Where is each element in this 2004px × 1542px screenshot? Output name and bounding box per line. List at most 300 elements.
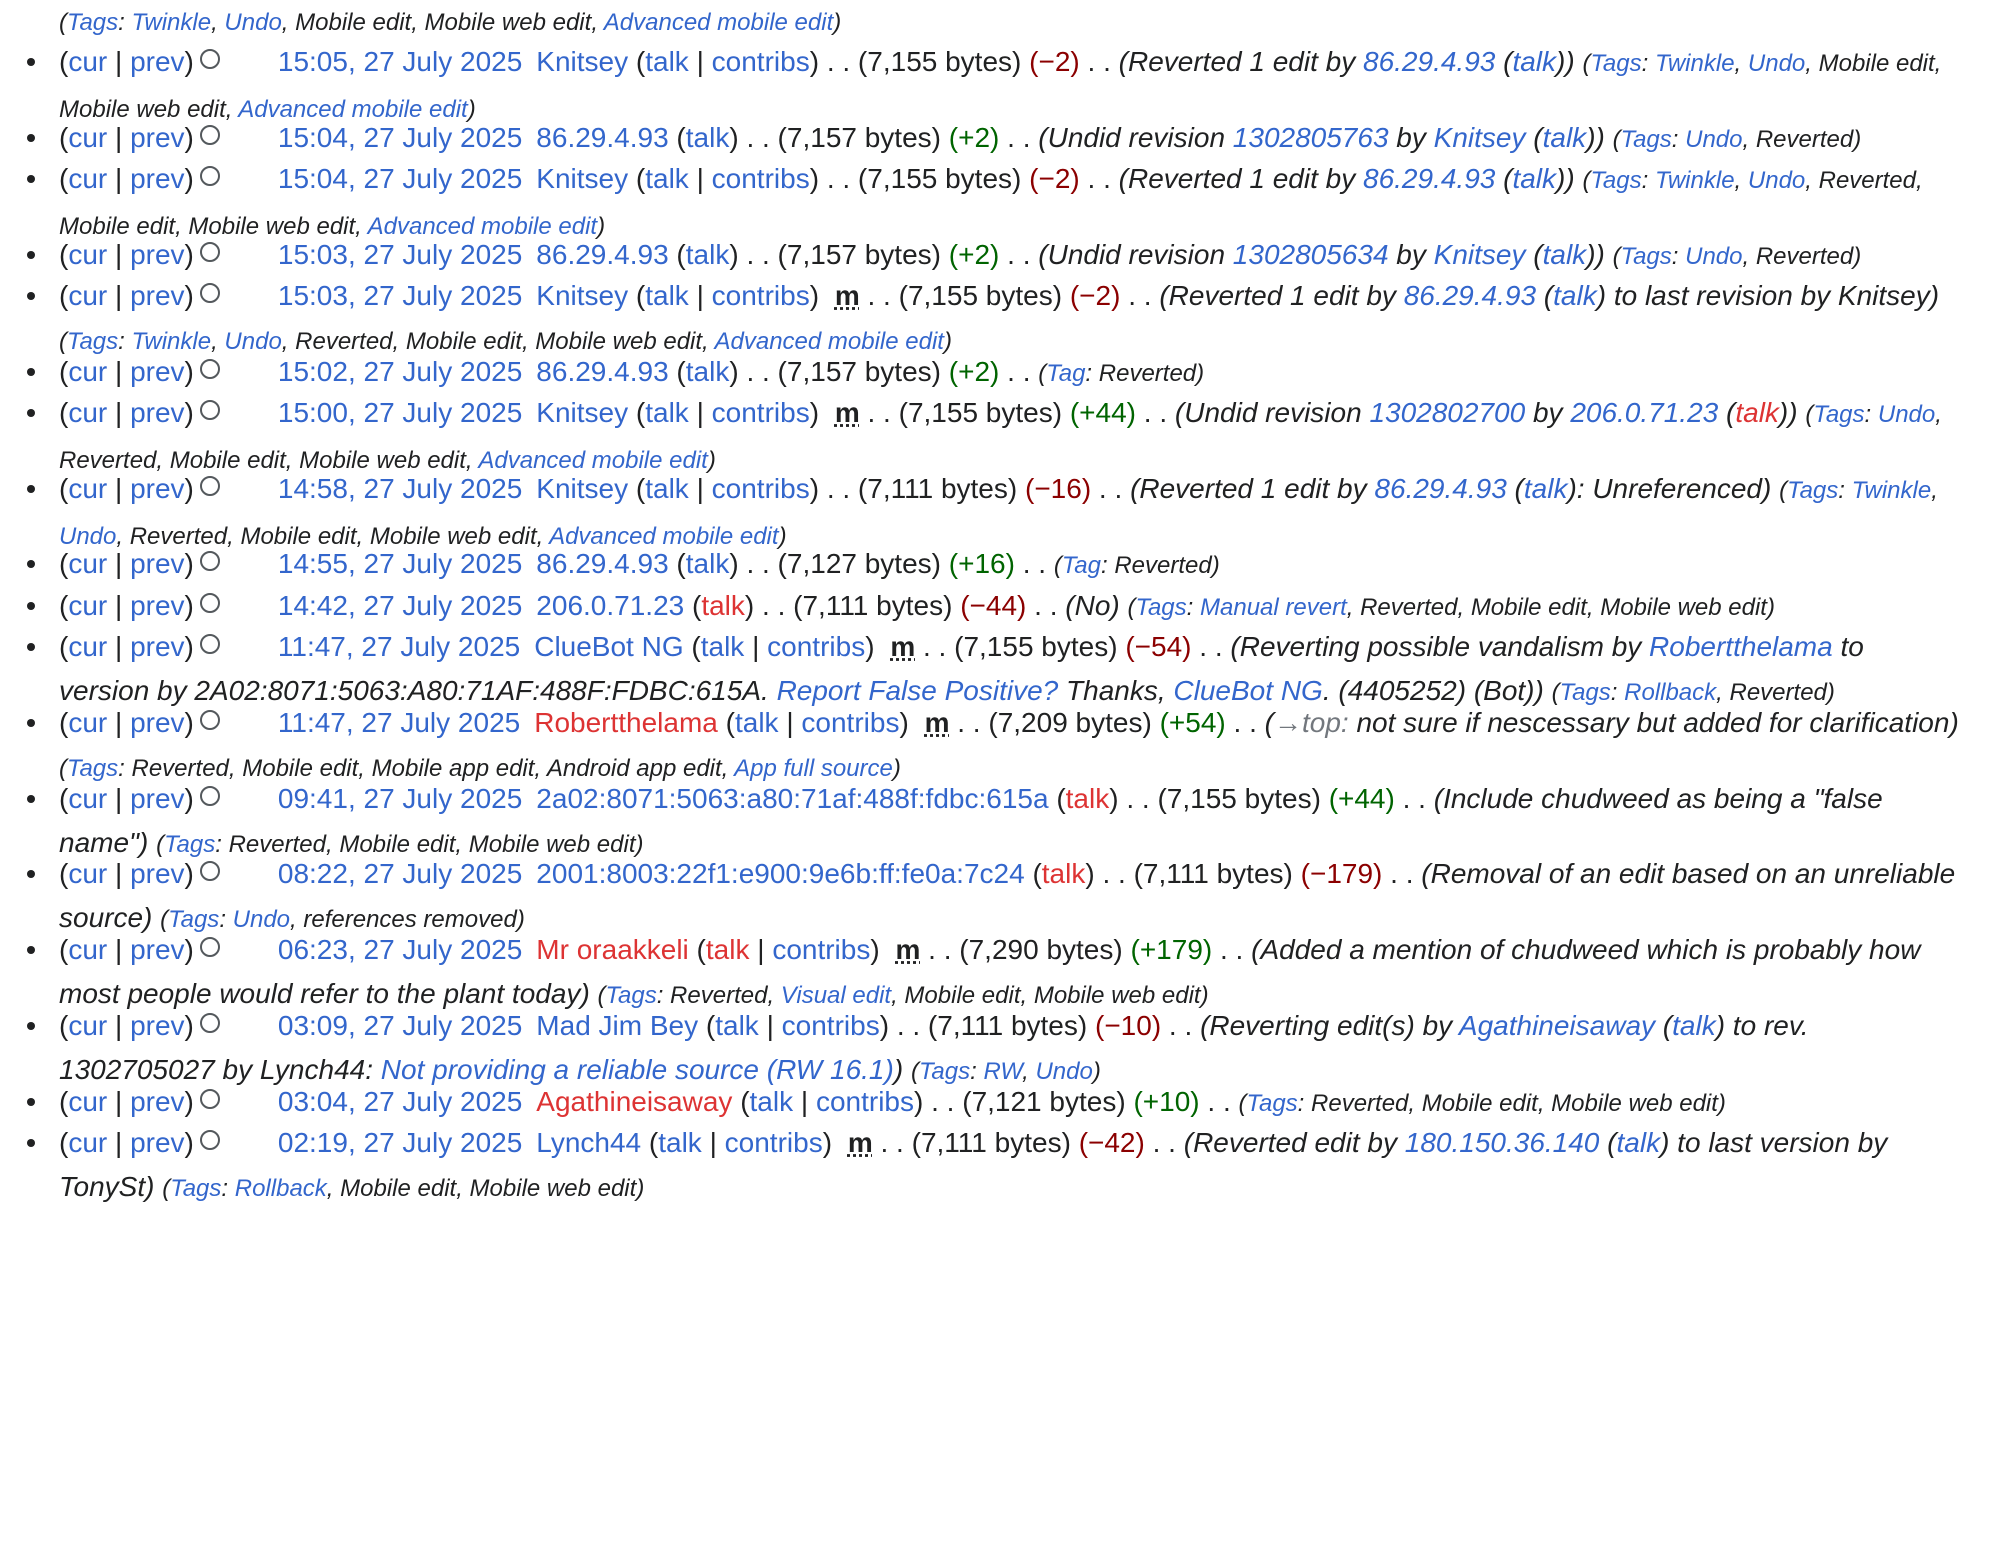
separator: | [688,46,712,77]
tag-link[interactable]: Advanced mobile edit [238,96,468,123]
user-talk-link[interactable]: talk [700,631,745,662]
summary-link[interactable]: 86.29.4.93 [1374,473,1507,504]
separator: | [688,397,712,428]
revision-timestamp[interactable]: 11:47, 27 July 2025 [277,631,521,662]
user-contribs-link[interactable]: contribs [767,631,866,662]
user-contribs-link[interactable]: contribs [781,1010,880,1041]
tag-text: Mobile edit [1818,50,1935,77]
compare-radio[interactable] [200,166,220,186]
summary-link[interactable]: 206.0.71.23 [1570,397,1719,428]
compare-radio[interactable] [200,1089,220,1109]
cur-link[interactable]: cur [68,1086,108,1117]
size-diff: (−54) [1125,631,1192,662]
user-link[interactable]: 86.29.4.93 [536,239,669,270]
tag-text: Reverted [670,982,768,1009]
separator: | [793,1086,816,1117]
tag-link[interactable]: Undo [1035,1058,1093,1085]
cur-link[interactable]: cur [68,590,108,621]
revision-timestamp[interactable]: 15:03, 27 July 2025 [277,280,523,311]
tag-link[interactable]: Undo [224,9,282,36]
prev-link[interactable]: prev [130,1010,185,1041]
cur-link[interactable]: cur [68,163,108,194]
prev-link[interactable]: prev [130,397,185,428]
tag-text: Mobile web edit [469,1175,637,1202]
summary-text: ) [1556,163,1566,194]
tag-link[interactable]: Advanced mobile edit [549,523,779,550]
compare-radio[interactable] [200,861,220,881]
minor-edit-marker: m [924,707,950,738]
cur-link[interactable]: cur [68,46,108,77]
revision-timestamp[interactable]: 09:41, 27 July 2025 [277,783,523,814]
user-talk-link[interactable]: talk [1041,858,1086,889]
tag-text: Mobile app edit [371,755,535,782]
minor-edit-marker: m [834,280,860,311]
summary-link[interactable]: 86.29.4.93 [1363,46,1496,77]
separator: | [107,1086,131,1117]
revision-tags: (Tag: Reverted) [1038,360,1205,387]
user-link[interactable]: Knitsey [536,473,629,504]
revision-tags: (Tags: Undo, Reverted) [1612,243,1862,270]
user-link[interactable]: 2001:8003:22f1:e900:9e6b:ff:fe0a:7c24 [536,858,1025,889]
summary-link[interactable]: Knitsey [1433,239,1526,270]
byte-size: 7,290 bytes [968,934,1114,965]
user-talk-link[interactable]: talk [685,239,730,270]
tags-link[interactable]: Tags [168,906,220,933]
revision-tags: (Tags: Undo, references removed) [160,906,525,933]
summary-text: Undid revision [1184,397,1370,428]
summary-text: ): Unreferenced [1567,473,1762,504]
revision-row: (cur | prev) 02:19, 27 July 2025 Lynch44 (talk | contribs) m . . (7,111 bytes) (−42) . . (Reverted edit by 180.150.36.140 (talk) to last version by TonySt) (Tags: Rollback, Mobile edit, Mobile web edit) [59,1121,1959,1211]
tag-link[interactable]: Manual revert [1200,594,1347,621]
revision-timestamp[interactable]: 15:05, 27 July 2025 [277,46,523,77]
prev-link[interactable]: prev [130,934,185,965]
revision-timestamp[interactable]: 14:42, 27 July 2025 [277,590,523,621]
summary-link[interactable]: 1302802700 [1369,397,1526,428]
tag-text: Mobile edit [904,982,1021,1009]
summary-link[interactable]: talk [1523,473,1568,504]
summary-text: ) to last version by TonySt [59,1127,1888,1202]
byte-size: 7,155 bytes [963,631,1109,662]
tags-link[interactable]: Tags [1590,167,1642,194]
separator: | [107,239,131,270]
user-contribs-link[interactable]: contribs [801,707,900,738]
summary-link[interactable]: talk [1542,122,1587,153]
revision-row: (cur | prev) 11:47, 27 July 2025 ClueBot NG (talk | contribs) m . . (7,155 bytes) (−54) . . (Reverting possible vandalism by Robertthelama to version by 2A02:8071:5063:A80:71AF:488F:FDBC:615A. Report False Positive? Thanks, ClueBot NG. (4405252) (Bot)) (Tags: Rollback, Reverted) [59,625,1959,715]
tags-link[interactable]: Tags [1620,243,1672,270]
user-link[interactable]: 2a02:8071:5063:a80:71af:488f:fdbc:615a [536,783,1049,814]
user-contribs-link[interactable]: contribs [711,163,810,194]
cur-link[interactable]: cur [68,356,108,387]
compare-radio[interactable] [200,400,220,420]
separator: | [688,473,712,504]
size-diff: (+44) [1069,397,1136,428]
revision-tags: (Tags: Reverted, Mobile edit, Mobile app edit, Android app edit, App full source) [59,755,901,782]
prev-link[interactable]: prev [130,122,185,153]
prev-link[interactable]: prev [130,356,185,387]
user-link[interactable]: 86.29.4.93 [536,356,669,387]
tags-link[interactable]: Tags [1246,1090,1298,1117]
byte-size: 7,111 bytes [1142,858,1284,889]
edit-summary: (Reverted edit by 180.150.36.140 (talk) to last version by TonySt) [59,1127,1888,1202]
revision-row: (cur | prev) 15:03, 27 July 2025 Knitsey (talk | contribs) m . . (7,155 bytes) (−2) . . (Reverted 1 edit by 86.29.4.93 (talk) to last revision by Knitsey) (Tags: Twinkle, Undo, Reverted, Mobile edit, Mobile web edit, Advanced mobile edit) [59,274,1959,364]
edit-summary: (Reverted 1 edit by 86.29.4.93 (talk)) [1118,46,1575,77]
revision-timestamp[interactable]: 15:04, 27 July 2025 [277,163,523,194]
user-contribs-link[interactable]: contribs [711,280,810,311]
byte-size: 7,111 bytes [867,473,1008,504]
tag-link[interactable]: Rollback [1624,679,1717,706]
tag-text: Reverted [1098,360,1197,387]
tag-text: references removed [303,906,517,933]
size-diff: (−2) [1029,163,1080,194]
edit-summary: (No) [1065,590,1120,621]
tag-link[interactable]: Undo [59,523,117,550]
user-link[interactable]: 206.0.71.23 [536,590,685,621]
revision-tags: (Tags: Twinkle, Undo, Reverted, Mobile edit, Mobile web edit, Advanced mobile edit) [59,477,1938,550]
edit-summary: (Reverting edit(s) by Agathineisaway (talk) to rev. 1302705027 by Lynch44: Not providing a reliable source (RW 16.1)) [59,1010,1809,1085]
summary-text: by [1525,397,1571,428]
tags-link[interactable]: Tags [164,831,216,858]
tags-link[interactable]: Tags [1620,126,1672,153]
tag-link[interactable]: Undo [232,906,291,933]
prev-link[interactable]: prev [130,590,185,621]
tags-link[interactable]: Tags [1813,401,1865,428]
revision-timestamp[interactable]: 06:23, 27 July 2025 [277,934,523,965]
section-link[interactable]: → [1273,707,1302,738]
compare-radio[interactable] [200,634,220,654]
summary-link[interactable]: talk [1735,397,1779,428]
tags-link[interactable]: Tags [605,982,657,1009]
cur-link[interactable]: cur [68,280,108,311]
revision-timestamp[interactable]: 11:47, 27 July 2025 [277,707,521,738]
cur-link[interactable]: cur [68,1010,108,1041]
separator: | [107,397,131,428]
user-contribs-link[interactable]: contribs [772,934,871,965]
user-link[interactable]: Knitsey [536,163,629,194]
user-talk-link[interactable]: talk [658,1127,702,1158]
cur-link[interactable]: cur [68,858,108,889]
user-talk-link[interactable]: talk [1065,783,1110,814]
summary-text: ) to rev. 1302705027 by Lynch44: [59,1010,1809,1085]
summary-text: ( [1506,473,1524,504]
separator: | [688,280,712,311]
separator: | [778,707,802,738]
revision-tags: (Tags: Twinkle, Undo, Reverted, Mobile edit, Mobile web edit, Advanced mobile edit) [59,167,1923,240]
compare-radio[interactable] [200,476,220,496]
tag-link[interactable]: Undo [1685,126,1743,153]
user-link[interactable]: Mr oraakkeli [536,934,689,965]
summary-text: ( [1525,122,1543,153]
user-talk-link[interactable]: talk [685,122,730,153]
summary-link[interactable]: talk [1616,1127,1661,1158]
tag-link[interactable]: Advanced mobile edit [478,447,708,474]
user-talk-link[interactable]: talk [701,590,745,621]
tags-link[interactable]: Tags [67,755,119,782]
compare-radio[interactable] [200,1130,220,1150]
tag-link[interactable]: Twinkle [131,9,212,36]
prev-link[interactable]: prev [130,707,185,738]
prev-link[interactable]: prev [130,1127,185,1158]
summary-text: to version by 2A02:8071:5063:A80:71AF:488F:FDBC:615A. [59,631,1864,706]
prev-link[interactable]: prev [130,46,185,77]
byte-size: 7,209 bytes [997,707,1143,738]
summary-text: Removal of an edit based on an unreliable source [59,858,1956,933]
summary-link[interactable]: talk [1672,1010,1716,1041]
revision-row: (cur | prev) 11:47, 27 July 2025 Robertthelama (talk | contribs) m . . (7,209 bytes) (+54) . . (→top: not sure if nescessary but added for clarification) (Tags: Reverted, Mobile edit, Mobile app edit, Android app edit, App full source) [59,701,1959,791]
size-diff: (−2) [1029,46,1080,77]
summary-link[interactable]: ClueBot NG [1173,675,1323,706]
summary-link[interactable]: 180.150.36.140 [1404,1127,1600,1158]
revision-timestamp[interactable]: 14:58, 27 July 2025 [277,473,523,504]
byte-size: 7,155 bytes [867,46,1013,77]
tag-text: Reverted [1311,1090,1409,1117]
byte-size: 7,157 bytes [786,122,932,153]
edit-summary: (Reverting possible vandalism by Robertthelama to version by 2A02:8071:5063:A80:71AF:488F:FDBC:615A. Report False Positive? Thanks, ClueBot NG. (4405252) (Bot)) [59,631,1864,706]
cur-link[interactable]: cur [68,631,108,662]
tag-link[interactable]: Twinkle [1654,50,1735,77]
tag-text: Reverted [228,831,326,858]
summary-text: . (4405252) (Bot) [1322,675,1535,706]
tag-link[interactable]: Undo [1747,50,1806,77]
prev-link[interactable]: prev [130,548,185,579]
byte-size: 7,155 bytes [1166,783,1312,814]
prev-link[interactable]: prev [130,239,185,270]
user-link[interactable]: Knitsey [536,46,629,77]
revision-timestamp[interactable]: 08:22, 27 July 2025 [277,858,523,889]
compare-radio[interactable] [200,49,220,69]
user-talk-link[interactable]: talk [749,1086,794,1117]
tags-link[interactable]: Tags [1787,477,1839,504]
byte-size: 7,157 bytes [786,356,932,387]
revision-row: (cur | prev) 15:03, 27 July 2025 86.29.4.93 (talk) . . (7,157 bytes) (+2) . . (Undid revision 1302805634 by Knitsey (talk)) (Tags: Undo, Reverted) [59,233,1959,279]
user-link[interactable]: 86.29.4.93 [536,122,669,153]
tags-link[interactable]: Tag [1046,360,1086,387]
tag-link[interactable]: RW [983,1058,1023,1085]
compare-radio[interactable] [200,1013,220,1033]
user-link[interactable]: 86.29.4.93 [536,548,669,579]
user-talk-link[interactable]: talk [705,934,750,965]
separator: | [107,46,131,77]
compare-radio[interactable] [200,786,220,806]
byte-size: 7,155 bytes [907,397,1053,428]
tag-text: Mobile edit [59,213,176,240]
summary-text: ) [1778,397,1789,428]
summary-text: ) [1586,239,1596,270]
compare-radio[interactable] [200,283,220,303]
prev-link[interactable]: prev [130,163,185,194]
user-link[interactable]: ClueBot NG [534,631,684,662]
tag-text: Reverted [131,755,229,782]
revision-row: (cur | prev) 15:04, 27 July 2025 Knitsey (talk | contribs) . . (7,155 bytes) (−2) . . (Reverted 1 edit by 86.29.4.93 (talk)) (Tags: Twinkle, Undo, Reverted, Mobile edit, Mobile web edit, Advanced mobile edit) [59,157,1959,249]
user-contribs-link[interactable]: contribs [711,397,810,428]
revision-timestamp[interactable]: 15:00, 27 July 2025 [277,397,523,428]
tag-link[interactable]: Twinkle [1654,167,1735,194]
separator: | [107,858,131,889]
section-link[interactable]: top: [1301,707,1349,738]
edit-summary: (→top: not sure if nescessary but added for clarification) [1264,707,1959,738]
separator: | [107,1010,131,1041]
tag-link[interactable]: App full source [734,755,893,782]
prev-link[interactable]: prev [130,280,185,311]
tag-link[interactable]: Undo [1877,401,1936,428]
edit-summary: (Undid revision 1302805634 by Knitsey (talk)) [1038,239,1605,270]
user-contribs-link[interactable]: contribs [711,46,810,77]
size-diff: (+2) [948,356,1000,387]
user-link[interactable]: Lynch44 [536,1127,642,1158]
compare-radio[interactable] [200,125,220,145]
tag-text: Reverted [59,447,157,474]
user-talk-link[interactable]: talk [645,473,689,504]
byte-size: 7,111 bytes [920,1127,1062,1158]
compare-radio[interactable] [200,593,220,613]
tag-text: Mobile web edit [369,523,537,550]
summary-link[interactable]: talk [1542,239,1587,270]
size-diff: (−44) [960,590,1027,621]
cur-link[interactable]: cur [68,934,108,965]
user-talk-link[interactable]: talk [645,163,689,194]
tag-link[interactable]: Undo [224,328,282,355]
user-talk-link[interactable]: talk [734,707,779,738]
edit-summary: (Include chudweed as being a "false name") [59,783,1883,858]
summary-link[interactable]: Report False Positive? [776,675,1059,706]
edit-summary: (Undid revision 1302802700 by 206.0.71.23 (talk)) [1174,397,1798,428]
cur-link[interactable]: cur [68,548,108,579]
user-talk-link[interactable]: talk [645,397,689,428]
summary-link[interactable]: talk [1512,163,1557,194]
summary-link[interactable]: talk [1512,46,1557,77]
cur-link[interactable]: cur [68,707,108,738]
prev-link[interactable]: prev [130,473,185,504]
tag-link[interactable]: Advanced mobile edit [714,328,944,355]
tag-link[interactable]: Undo [1747,167,1806,194]
cur-link[interactable]: cur [68,122,108,153]
tag-text: Mobile edit [169,447,286,474]
prev-link[interactable]: prev [130,631,185,662]
tags-link[interactable]: Tags [170,1175,222,1202]
summary-text: Reverting edit(s) by [1209,1010,1459,1041]
byte-size: 7,111 bytes [937,1010,1078,1041]
summary-link[interactable]: Agathineisaway [1458,1010,1656,1041]
user-talk-link[interactable]: talk [685,356,730,387]
tag-link[interactable]: Advanced mobile edit [367,213,598,240]
user-link[interactable]: Mad Jim Bey [536,1010,699,1041]
summary-link[interactable]: talk [1553,280,1597,311]
summary-link[interactable]: 1302805634 [1232,239,1389,270]
user-talk-link[interactable]: talk [645,280,689,311]
summary-link[interactable]: 1302805763 [1232,122,1389,153]
summary-text: Added a mention of chudweed which is probably how most people would refer to the plant today [59,934,1921,1009]
tag-text: Mobile edit [242,755,359,782]
revision-timestamp[interactable]: 15:03, 27 July 2025 [277,239,523,270]
tag-text: Reverted [1114,552,1212,579]
separator: | [688,163,712,194]
tag-text: Mobile web edit [468,831,636,858]
revision-timestamp[interactable]: 03:04, 27 July 2025 [277,1086,523,1117]
continued-tags: (Tags: Twinkle, Undo, Mobile edit, Mobile web edit, Advanced mobile edit) [59,9,842,36]
revision-timestamp[interactable]: 15:02, 27 July 2025 [277,356,523,387]
cur-link[interactable]: cur [68,1127,108,1158]
revision-timestamp[interactable]: 15:04, 27 July 2025 [277,122,523,153]
tags-link[interactable]: Tags [1590,50,1642,77]
cur-link[interactable]: cur [68,473,108,504]
cur-link[interactable]: cur [68,239,108,270]
summary-text: ) [1586,122,1596,153]
revision-row: (cur | prev) 15:02, 27 July 2025 86.29.4.93 (talk) . . (7,157 bytes) (+2) . . (Tag: Reverted) [59,350,1959,396]
tag-link[interactable]: Visual edit [780,982,892,1009]
compare-radio[interactable] [200,359,220,379]
edit-summary: (Reverted 1 edit by 86.29.4.93 (talk): Unreferenced) [1130,473,1772,504]
tag-text: Reverted [1729,679,1827,706]
revision-tags: (Tags: Reverted, Visual edit, Mobile edit, Mobile web edit) [597,982,1209,1009]
summary-link[interactable]: Not providing a reliable source (RW 16.1) [380,1054,894,1085]
separator: | [107,356,131,387]
user-link[interactable]: Knitsey [536,280,629,311]
tag-link[interactable]: Twinkle [131,328,212,355]
compare-radio[interactable] [200,710,220,730]
size-diff: (+44) [1328,783,1395,814]
revision-tags: (Tags: Undo, Reverted, Mobile edit, Mobile web edit, Advanced mobile edit) [59,401,1942,474]
revision-timestamp[interactable]: 02:19, 27 July 2025 [277,1127,523,1158]
user-talk-link[interactable]: talk [715,1010,759,1041]
byte-size: 7,127 bytes [786,548,932,579]
tag-link[interactable]: Twinkle [1851,477,1932,504]
user-link[interactable]: Robertthelama [534,707,718,738]
byte-size: 7,155 bytes [907,280,1053,311]
separator: | [107,707,131,738]
revision-tags: (Tags: Twinkle, Undo, Mobile edit, Mobile web edit, Advanced mobile edit) [59,50,1942,123]
tag-link[interactable]: Undo [1685,243,1743,270]
tag-text: Mobile edit [340,1175,457,1202]
user-link[interactable]: Agathineisaway [536,1086,733,1117]
revision-tags: (Tags: Reverted, Mobile edit, Mobile web edit) [1238,1090,1726,1117]
compare-radio[interactable] [200,242,220,262]
revision-timestamp[interactable]: 03:09, 27 July 2025 [277,1010,523,1041]
summary-text: No [1074,590,1111,621]
summary-link[interactable]: 86.29.4.93 [1363,163,1496,194]
user-link[interactable]: Knitsey [536,397,629,428]
revision-tags: (Tags: Manual revert, Reverted, Mobile edit, Mobile web edit) [1127,594,1775,621]
summary-text: ) to last revision by Knitsey [1596,280,1930,311]
cur-link[interactable]: cur [68,783,108,814]
tag-link[interactable]: Advanced mobile edit [603,9,834,36]
user-contribs-link[interactable]: contribs [815,1086,914,1117]
separator: | [107,631,131,662]
summary-link[interactable]: 86.29.4.93 [1403,280,1537,311]
compare-radio[interactable] [200,551,220,571]
cur-link[interactable]: cur [68,397,108,428]
tags-link[interactable]: Tags [1135,594,1187,621]
prev-link[interactable]: prev [130,1086,185,1117]
prev-link[interactable]: prev [130,858,185,889]
summary-link[interactable]: Robertthelama [1649,631,1833,662]
tag-link[interactable]: Rollback [234,1175,327,1202]
summary-link[interactable]: Knitsey [1433,122,1526,153]
prev-link[interactable]: prev [130,783,185,814]
summary-text: Reverted 1 edit by [1127,163,1363,194]
summary-text: ( [1536,280,1554,311]
tags-link[interactable]: Tags [67,9,119,36]
user-talk-link[interactable]: talk [645,46,689,77]
revision-timestamp[interactable]: 14:55, 27 July 2025 [277,548,523,579]
tags-link[interactable]: Tags [1559,679,1611,706]
user-talk-link[interactable]: talk [685,548,730,579]
tags-link[interactable]: Tags [67,328,119,355]
user-contribs-link[interactable]: contribs [711,473,810,504]
tags-link[interactable]: Tags [918,1058,971,1085]
user-contribs-link[interactable]: contribs [724,1127,823,1158]
compare-radio[interactable] [200,937,220,957]
tags-link[interactable]: Tag [1061,552,1101,579]
tag-text: Mobile web edit [1600,594,1767,621]
